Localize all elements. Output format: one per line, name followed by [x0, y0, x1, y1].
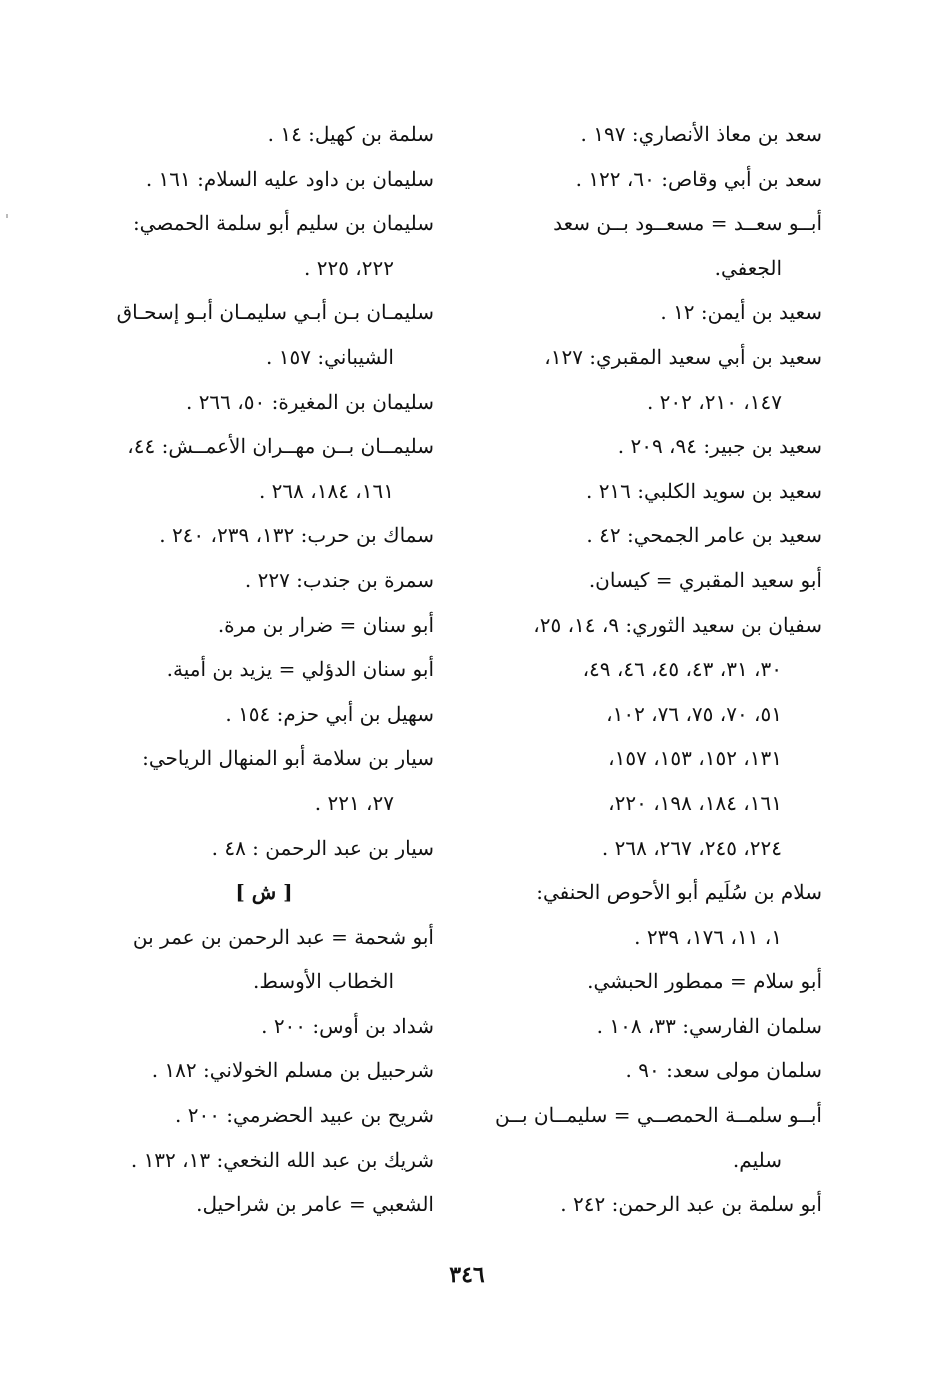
- index-entry: [94, 112, 434, 157]
- entry-continuation: الخطاب الأوسط.: [253, 969, 394, 994]
- index-entry: [94, 1048, 434, 1093]
- entry-continuation: ٣٠، ٣١، ٤٣، ٤٥، ٤٦، ٤٩،: [582, 657, 782, 682]
- entry-continuation: الجعفي.: [714, 255, 782, 280]
- entry-text: أبو سلام = ممطور الحبشي.: [587, 969, 822, 994]
- entry-continuation: ٢٧، ٢٢١ .: [314, 790, 394, 815]
- entry-text: أبو سنان الدؤلي = يزيد بن أمية.: [166, 657, 434, 682]
- entry-text: سماك بن حرب: ١٣٢، ٢٣٩، ٢٤٠ .: [159, 523, 434, 548]
- index-entry: [486, 335, 822, 424]
- entry-text: أبــو سلمــة الحمصــي = سليمــان بــن: [495, 1103, 822, 1128]
- index-entry: [94, 1182, 434, 1227]
- index-entry: [94, 692, 434, 737]
- index-entry: [94, 424, 434, 513]
- entry-text: شداد بن أوس: ٢٠٠ .: [261, 1013, 434, 1038]
- index-entry: [486, 1182, 822, 1227]
- index-entry: [486, 870, 822, 959]
- entry-continuation: ١٣١، ١٥٢، ١٥٣، ١٥٧،: [608, 746, 782, 771]
- entry-continuation: ٢٢٢، ٢٢٥ .: [304, 255, 394, 280]
- entry-text: أبــو سعــد = مسعــود بــن سعد: [553, 211, 822, 236]
- index-entry: [94, 1004, 434, 1049]
- index-entry: [486, 290, 822, 335]
- index-entry: [94, 201, 434, 290]
- entry-text: سعيد بن أيمن: ١٢ .: [660, 300, 822, 325]
- entry-text: شريح بن عبيد الحضرمي: ٢٠٠ .: [174, 1103, 434, 1128]
- index-entry: [486, 959, 822, 1004]
- index-entry: [94, 915, 434, 1004]
- entry-continuation: ١٦١، ١٨٤، ٢٦٨ .: [258, 478, 394, 503]
- section-heading: [ ش ]: [235, 880, 293, 905]
- index-entry: [94, 826, 434, 871]
- entry-text: سفيان بن سعيد الثوري: ٩، ١٤، ٢٥،: [533, 612, 822, 637]
- entry-continuation: ٢٢٤، ٢٤٥، ٢٦٧، ٢٦٨ .: [601, 835, 782, 860]
- entry-text: سعيد بن جبير: ٩٤، ٢٠٩ .: [617, 434, 822, 459]
- entry-text: سيار بن عبد الرحمن : ٤٨ .: [211, 835, 434, 860]
- scan-speck: [6, 214, 8, 218]
- entry-text: سعيد بن أبي سعيد المقبري: ١٢٧،: [544, 344, 822, 369]
- index-entry: [486, 513, 822, 558]
- entry-text: سلمان مولى سعد: ٩٠ .: [625, 1058, 822, 1083]
- index-entry: [486, 1048, 822, 1093]
- entry-text: سليمــان بــن مهــران الأعمــش: ٤٤،: [127, 434, 434, 459]
- entry-text: شريك بن عبد الله النخعي: ١٣، ١٣٢ .: [130, 1147, 434, 1172]
- index-entry: [94, 603, 434, 648]
- entry-continuation: ١٤٧، ٢١٠، ٢٠٢ .: [646, 389, 782, 414]
- entry-text: سليمان بن داود عليه السلام: ١٦١ .: [145, 166, 434, 191]
- entry-continuation: الشيباني: ١٥٧ .: [266, 344, 394, 369]
- index-entry: [94, 736, 434, 825]
- index-entry: [486, 112, 822, 157]
- index-entry: [94, 1093, 434, 1138]
- entry-continuation: ١٦١، ١٨٤، ١٩٨، ٢٢٠،: [608, 790, 782, 815]
- entry-text: سليمان بن سليم أبو سلمة الحمصي:: [132, 211, 434, 236]
- index-entry: [486, 558, 822, 603]
- entry-continuation: ١، ١١، ١٧٦، ٢٣٩ .: [634, 924, 782, 949]
- entry-text: سهيل بن أبي حزم: ١٥٤ .: [225, 701, 434, 726]
- index-entry: [94, 290, 434, 379]
- entry-continuation: سليم.: [732, 1147, 782, 1172]
- index-entry: [94, 380, 434, 425]
- entry-text: أبو سعيد المقبري = كيسان.: [588, 567, 822, 592]
- index-entry: [486, 603, 822, 871]
- entry-text: شرحبيل بن مسلم الخولاني: ١٨٢ .: [151, 1058, 434, 1083]
- index-entry: [94, 513, 434, 558]
- index-entry: [486, 157, 822, 202]
- entry-text: سعيد بن عامر الجمحي: ٤٢ .: [586, 523, 822, 548]
- index-entry: [94, 1138, 434, 1183]
- index-entry: [94, 647, 434, 692]
- entry-text: أبو سنان = ضرار بن مرة.: [217, 612, 434, 637]
- entry-text: سلام بن سُلَيم أبو الأحوص الحنفي:: [536, 880, 822, 905]
- entry-text: سمرة بن جندب: ٢٢٧ .: [244, 567, 434, 592]
- page-number: ٣٤٦: [449, 1262, 485, 1288]
- entry-text: أبو سلمة بن عبد الرحمن: ٢٤٢ .: [560, 1192, 822, 1217]
- entry-text: سلمان الفارسي: ٣٣، ١٠٨ .: [596, 1013, 822, 1038]
- index-entry: [486, 201, 822, 290]
- entry-text: سيار بن سلامة أبو المنهال الرياحي:: [142, 746, 434, 771]
- index-entry: [94, 558, 434, 603]
- entry-text: سليمان بن المغيرة: ٥٠، ٢٦٦ .: [185, 389, 434, 414]
- entry-text: سعيد بن سويد الكلبي: ٢١٦ .: [585, 478, 822, 503]
- index-entry: [486, 469, 822, 514]
- entry-text: سلمة بن كهيل: ١٤ .: [267, 122, 434, 146]
- index-entry: [94, 157, 434, 202]
- index-entry: [486, 424, 822, 469]
- index-column-left: [94, 112, 434, 1227]
- entry-text: الشعبي = عامر بن شراحيل.: [196, 1192, 434, 1217]
- entry-text: سعد بن معاذ الأنصاري: ١٩٧ .: [580, 122, 822, 146]
- entry-text: سليمـان بـن أبـي سليمـان أبـو إسحـاق: [116, 300, 434, 325]
- entry-text: سعد بن أبي وقاص: ٦٠، ١٢٢ .: [575, 166, 822, 191]
- entry-text: أبو شحمة = عبد الرحمن بن عمر بن: [132, 924, 434, 949]
- index-entry: [486, 1004, 822, 1049]
- index-column-right: [486, 112, 822, 1227]
- index-entry: [486, 1093, 822, 1182]
- entry-continuation: ٥١، ٧٠، ٧٥، ٧٦، ١٠٢،: [606, 701, 782, 726]
